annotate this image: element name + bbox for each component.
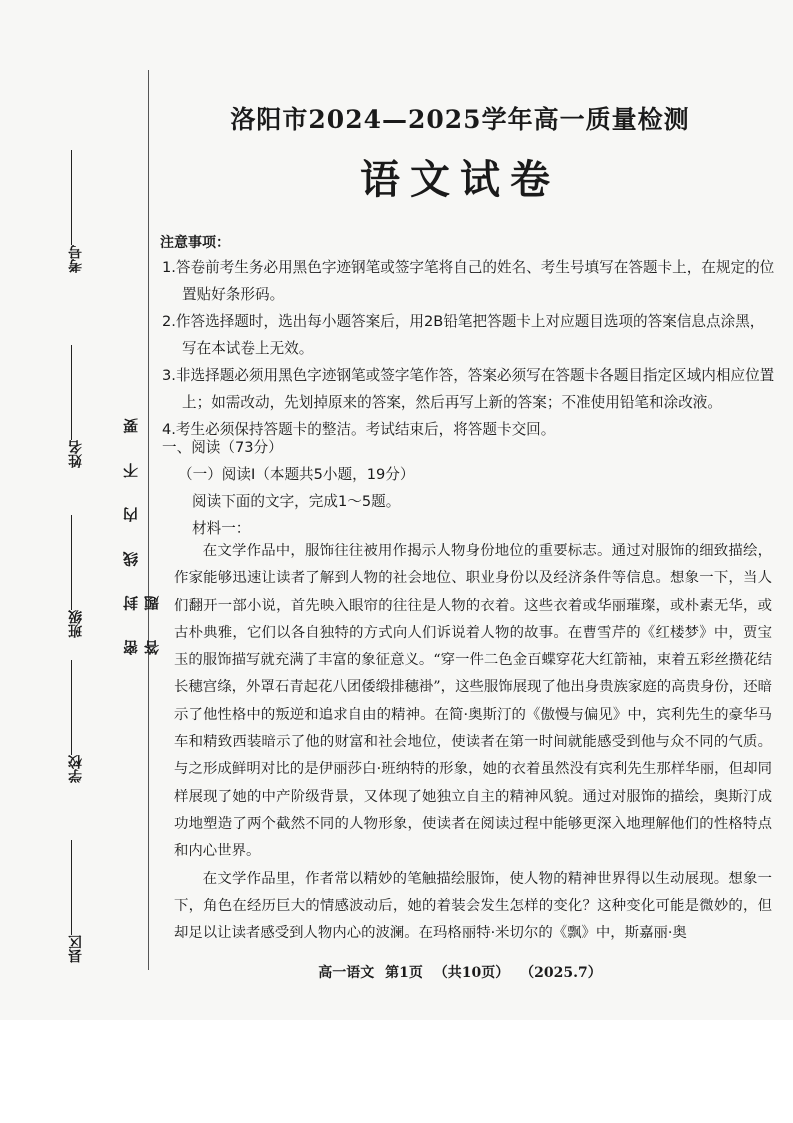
section-sub: （一）阅读Ⅰ（本题共5小题，19分） [178, 466, 415, 483]
school-field [66, 660, 86, 791]
county-label: 县区 [68, 935, 84, 963]
exam-title: 洛阳市2024—2025学年高一质量检测 [230, 105, 690, 134]
notice-item: 4.考生必须保持答题卡的整洁。考试结束后，将答题卡交回。 [162, 421, 556, 438]
page-footer: 高一语文 第1页 （共10页） （2025.7） [318, 965, 602, 981]
exam-number-label: 考号 [68, 245, 84, 273]
notice-item: 3.非选择题必须用黑色字迹钢笔或签字笔作答，答案必须写在答题卡各题目指定区域内相应位置上；如需改动，先划掉原来的答案，然后再写上新的答案；不准使用铅笔和涂改液。 [162, 367, 775, 411]
section-part: 一、阅读（73分） [162, 439, 283, 456]
name-field [66, 345, 86, 476]
class-label: 班级 [68, 610, 84, 638]
exam-subtitle: 语文试卷 [360, 156, 560, 203]
material-body [174, 538, 772, 947]
notice-item: 1.答卷前考生务必用黑色字迹钢笔或签字笔将自己的姓名、考生号填写在答题卡上，在规定的位置贴好条形码。 [162, 259, 775, 303]
class-blank [71, 515, 72, 610]
county-field [66, 840, 86, 971]
section-instruction: 阅读下面的文字，完成1～5题。 [192, 493, 401, 510]
notice-list [162, 254, 777, 443]
exam-number-blank [71, 150, 72, 245]
name-blank [71, 345, 72, 440]
body-paragraph: 在文学作品里，作者常以精妙的笔触描绘服饰，使人物的精神世界得以生动展现。想象一下，角色在经历巨大的情感波动后，她的着装会发生怎样的变化？这种变化可能是微妙的，但却足以让读者感受到人物内心的波澜。在玛格丽特·米切尔的《飘》中，斯嘉丽·奥 [174, 870, 772, 942]
notice-heading: 注意事项： [160, 235, 230, 251]
notice-item: 2.作答选择题时，选出每小题答案后，用2B铅笔把答题卡上对应题目选项的答案信息点涂黑，写在本试卷上无效。 [162, 313, 765, 357]
county-blank [71, 840, 72, 935]
material-label: 材料一： [192, 520, 251, 537]
name-label: 姓名 [68, 440, 84, 468]
class-field [66, 515, 86, 646]
body-paragraph: 在文学作品中，服饰往往被用作揭示人物身份地位的重要标志。通过对服饰的细致描绘，作家能够迅速让读者了解到人物的社会地位、职业身份以及经济条件等信息。想象一下，当人们翻开一部小说，首先映入眼帘的往往是人物的衣着。这些衣着或华丽璀璨，或朴素无华，或古朴典雅，它们以各自独特的方式向人们诉说着人物的故事。在曹雪芹的《红楼梦》中，贾宝玉的服饰描写就充满了丰富的象征意义。“穿一件二色金百蝶穿花大红箭袖，束着五彩丝攒花结长穗宫绦，外罩石青起花八团倭缎排穗褂”，这些服饰展现了他出身贵族家庭的高贵身份，还暗示了他性格中的叛逆和追求自由的精神。在简·奥斯汀的《傲慢与偏见》中，宾利先生的豪华马车和精致西装暗示了他的财富和社会地位，使读者在第一时间就能感受到他与众不同的气质。与之形成鲜明对比的是伊丽莎白·班纳特的形象，她的衣着虽然没有宾利先生那样华丽，但却同样展现了她的中产阶级背景，又体现了她独立自主的精神风貌。通过对服饰的描绘，奥斯汀成功地塑造了两个截然不同的人物形象，使读者在阅读过程中能够更深入地理解他们的性格特点和内心世界。 [174, 543, 772, 860]
seal-line-text: 密 封 线 内 不 要 答 题 [122, 406, 161, 655]
school-label: 学校 [68, 755, 84, 783]
exam-number-field [66, 150, 86, 281]
school-blank [71, 660, 72, 755]
